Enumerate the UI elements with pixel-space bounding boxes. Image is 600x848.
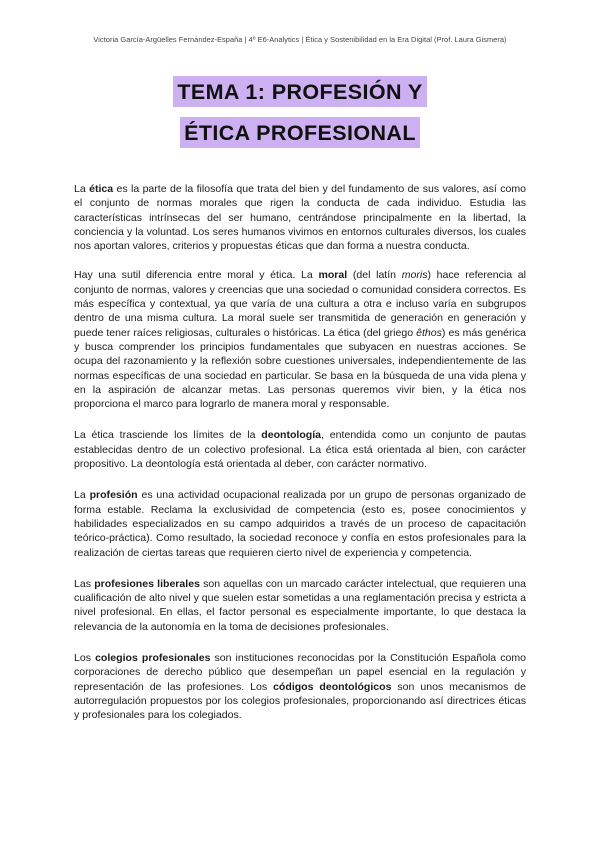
text: son instituciones reconocidas por la Constitución Española como corporaciones de derecho público que desempeñan un papel esencial en la regulación y representación de las profesiones. Los xyxy=(74,652,526,693)
title-line-1: TEMA 1: PROFESIÓN Y xyxy=(173,76,426,107)
text: son aquellas con un marcado carácter intelectual, que requieren una cualificación de alto nivel y que suelen estar sometidas a una reglamentación precisa y estricta a nivel profesional. En ellas, el factor personal es especialmente importante, lo que destaca la relevancia de la autonomía en la toma de decisiones profesionales. xyxy=(74,577,527,633)
term-profesiones-liberales: profesiones liberales xyxy=(94,577,200,590)
term-colegios-profesionales: colegios profesionales xyxy=(95,652,211,665)
text: (del latín xyxy=(347,269,402,282)
term-moris: moris xyxy=(401,269,428,282)
term-profesion: profesión xyxy=(89,489,138,502)
document-body xyxy=(74,182,526,738)
text: Los xyxy=(74,652,96,665)
title-line-2: ÉTICA PROFESIONAL xyxy=(180,117,420,148)
paragraph-moral xyxy=(74,268,526,411)
paragraph-profesion xyxy=(74,488,526,559)
page-header: Victoria García-Argüelles Fernández-España | 4º E6-Analytics | Ética y Sostenibilidad en la Era Digital (Prof. Laura Gismera) xyxy=(93,35,507,44)
paragraph-etica xyxy=(74,182,526,253)
text: son unos mecanismos de autorregulación propuestos por los colegios profesionales, proporcionando así directrices éticas y profesionales para los colegiados. xyxy=(74,680,526,722)
term-deontologia: deontología xyxy=(261,429,322,442)
term-ethos: êthos xyxy=(416,326,442,339)
text: Las xyxy=(74,577,95,590)
text: La xyxy=(74,489,90,502)
text: ) hace referencia al conjunto de normas, valores y creencias que una sociedad o comunidad considera correctos. Es más específica y contextual, ya que varía de una cultura a otra e incluso varía en subgrupos dentro de una misma cultura. La moral suele ser transmitida de generación en generación y puede tener raíces religiosas, culturales o históricas. La ética (del griego xyxy=(74,269,526,339)
paragraph-deontologia xyxy=(74,428,526,471)
text: ) es más genérica y busca comprender los principios fundamentales que subyacen en nuestras acciones. Se ocupa del razonamiento y la reflexión sobre cuestiones universales, independientemente de las normas específicas de una sociedad en particular. Se basa en la búsqueda de una vida plena y en la aspiración de alcanzar metas. Las personas queremos vivir bien, y la ética nos proporciona el marco para lograrlo de manera moral y responsable. xyxy=(74,326,526,411)
page-title xyxy=(0,76,600,148)
paragraph-profesiones-liberales xyxy=(74,577,526,634)
term-etica: ética xyxy=(89,183,114,195)
text: La xyxy=(74,183,90,195)
paragraph-colegios-profesionales xyxy=(74,651,526,722)
text: , entendida como un conjunto de pautas establecidas dentro de un colectivo profesional. La ética está orientada al bien, con carácter propositivo. La deontología está orientada al deber, con carácter normativo. xyxy=(74,429,527,471)
term-codigos-deontologicos: códigos deontológicos xyxy=(273,680,392,693)
text: Hay una sutil diferencia entre moral y ética. La xyxy=(74,269,319,282)
text: es una actividad ocupacional realizada por un grupo de personas organizado de forma estable. Reclama la exclusividad de competencia (esto es, posee conocimientos y habilidades especializados en su campo adquiridos a través de un proceso de capacitación teórico-práctica). Como resultado, la sociedad reconoce y confía en estos profesionales para la realización de ciertas tareas que requieren cierto nivel de experiencia y competencia. xyxy=(74,489,526,559)
term-moral: moral xyxy=(318,269,348,282)
text: es la parte de la filosofía que trata del bien y del fundamento de sus valores, así como el conjunto de normas morales que rigen la conducta de cada individuo. Estudia las características intrínsecas del ser humano, centrándose principalmente en la libertad, la conciencia y la voluntad. Los seres humanos vivimos en entornos culturales diversos, los cuales nos aportan valores, criterios y propuestas éticas que dan forma a nuestra conducta. xyxy=(74,183,526,253)
text: La ética trasciende los límites de la xyxy=(74,429,262,442)
